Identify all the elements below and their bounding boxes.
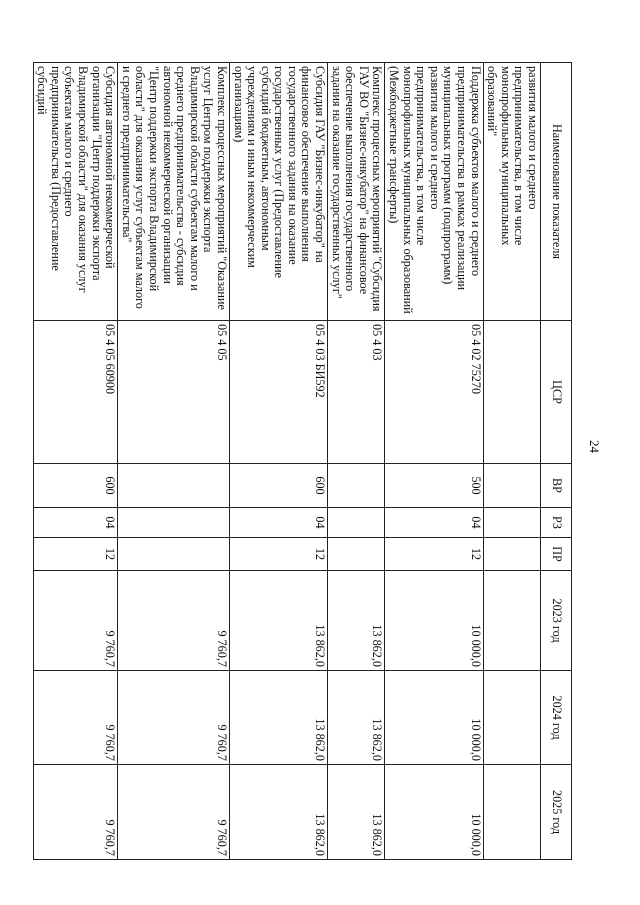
row-pr: 12 (385, 538, 483, 571)
row-csr: 05 4 05 (118, 321, 230, 464)
row-vr: 500 (385, 464, 483, 508)
row-2023: 13 862,0 (328, 571, 385, 671)
row-pr (328, 538, 385, 571)
row-2025: 10 000,0 (385, 765, 483, 860)
row-pr: 12 (229, 538, 327, 571)
row-rz (483, 508, 540, 538)
row-2023: 9 760,7 (33, 571, 118, 671)
row-csr: 05 4 03 БИ592 (229, 321, 327, 464)
table-header-row (541, 63, 572, 860)
row-2024: 13 862,0 (229, 671, 327, 765)
row-rz: 04 (33, 508, 118, 538)
table-row (33, 63, 118, 860)
row-csr: 05 4 03 (328, 321, 385, 464)
row-2025: 13 862,0 (328, 765, 385, 860)
page-number: 24 (587, 440, 602, 453)
header-vr: ВР (541, 464, 572, 508)
header-rz: РЗ (541, 508, 572, 538)
row-csr: 05 4 05 60900 (33, 321, 118, 464)
header-2025: 2025 год (541, 765, 572, 860)
row-vr (483, 464, 540, 508)
table-row (118, 63, 230, 860)
row-rz: 04 (229, 508, 327, 538)
row-2023 (483, 571, 540, 671)
row-name: Субсидия автономной некоммерческой организации "Центр поддержки экспорта Владимирской области" для оказания услуг субъектам малого и среднего предпринимательства (Предоставление субсидий (33, 63, 118, 321)
row-2024: 9 760,7 (118, 671, 230, 765)
row-2025: 9 760,7 (33, 765, 118, 860)
row-name: Субсидия ГАУ "Бизнес-инкубатор" на финансовое обеспечение выполнения государственного задания на оказание государственных услуг (Предоставление субсидий бюджетным, автономным учреждениям и иным некоммерческим организациям) (229, 63, 327, 321)
row-vr (118, 464, 230, 508)
row-csr: 05 4 02 75270 (385, 321, 483, 464)
row-csr (483, 321, 540, 464)
row-2023: 13 862,0 (229, 571, 327, 671)
header-pr: ПР (541, 538, 572, 571)
row-pr: 12 (33, 538, 118, 571)
row-vr: 600 (33, 464, 118, 508)
table-row (328, 63, 385, 860)
row-2023: 9 760,7 (118, 571, 230, 671)
header-csr: ЦСР (541, 321, 572, 464)
row-2023: 10 000,0 (385, 571, 483, 671)
table-row (229, 63, 327, 860)
row-name: Поддержка субъектов малого и среднего предпринимательства в рамках реализации муниципальных программ (подпрограмм) развития малого и среднего предпринимательства, в том числе монопрофильных муниципальных образований (Межбюджетные трансферты) (385, 63, 483, 321)
row-rz (328, 508, 385, 538)
row-2024: 10 000,0 (385, 671, 483, 765)
row-rz (118, 508, 230, 538)
row-2024: 13 862,0 (328, 671, 385, 765)
row-pr (483, 538, 540, 571)
row-vr (328, 464, 385, 508)
row-2025 (483, 765, 540, 860)
budget-table (33, 62, 572, 860)
header-2023: 2023 год (541, 571, 572, 671)
row-name: развития малого и среднего предпринимательства, в том числе монопрофильных муниципальных образований" (483, 63, 540, 321)
table-row (483, 63, 540, 860)
row-pr (118, 538, 230, 571)
row-2024 (483, 671, 540, 765)
row-2024: 9 760,7 (33, 671, 118, 765)
table-row (385, 63, 483, 860)
header-name: Наименование показателя (541, 63, 572, 321)
row-vr: 600 (229, 464, 327, 508)
row-2025: 13 862,0 (229, 765, 327, 860)
header-2024: 2024 год (541, 671, 572, 765)
row-rz: 04 (385, 508, 483, 538)
row-name: Комплекс процессных мероприятий "Оказание услуг Центром поддержки экспорта Владимирской области субъектам малого и среднего предпринимательства - субсидия автономной некоммерческой организации "Центр поддержки экспорта Владимирской области" для оказания услуг субъектам малого и среднего предпринимательства" (118, 63, 230, 321)
row-2025: 9 760,7 (118, 765, 230, 860)
row-name: Комплекс процессных мероприятий "Субсидия ГАУ ВО "Бизнес-инкубатор" на финансовое обеспечение выполнения государственного задания на оказание государственных услуг" (328, 63, 385, 321)
